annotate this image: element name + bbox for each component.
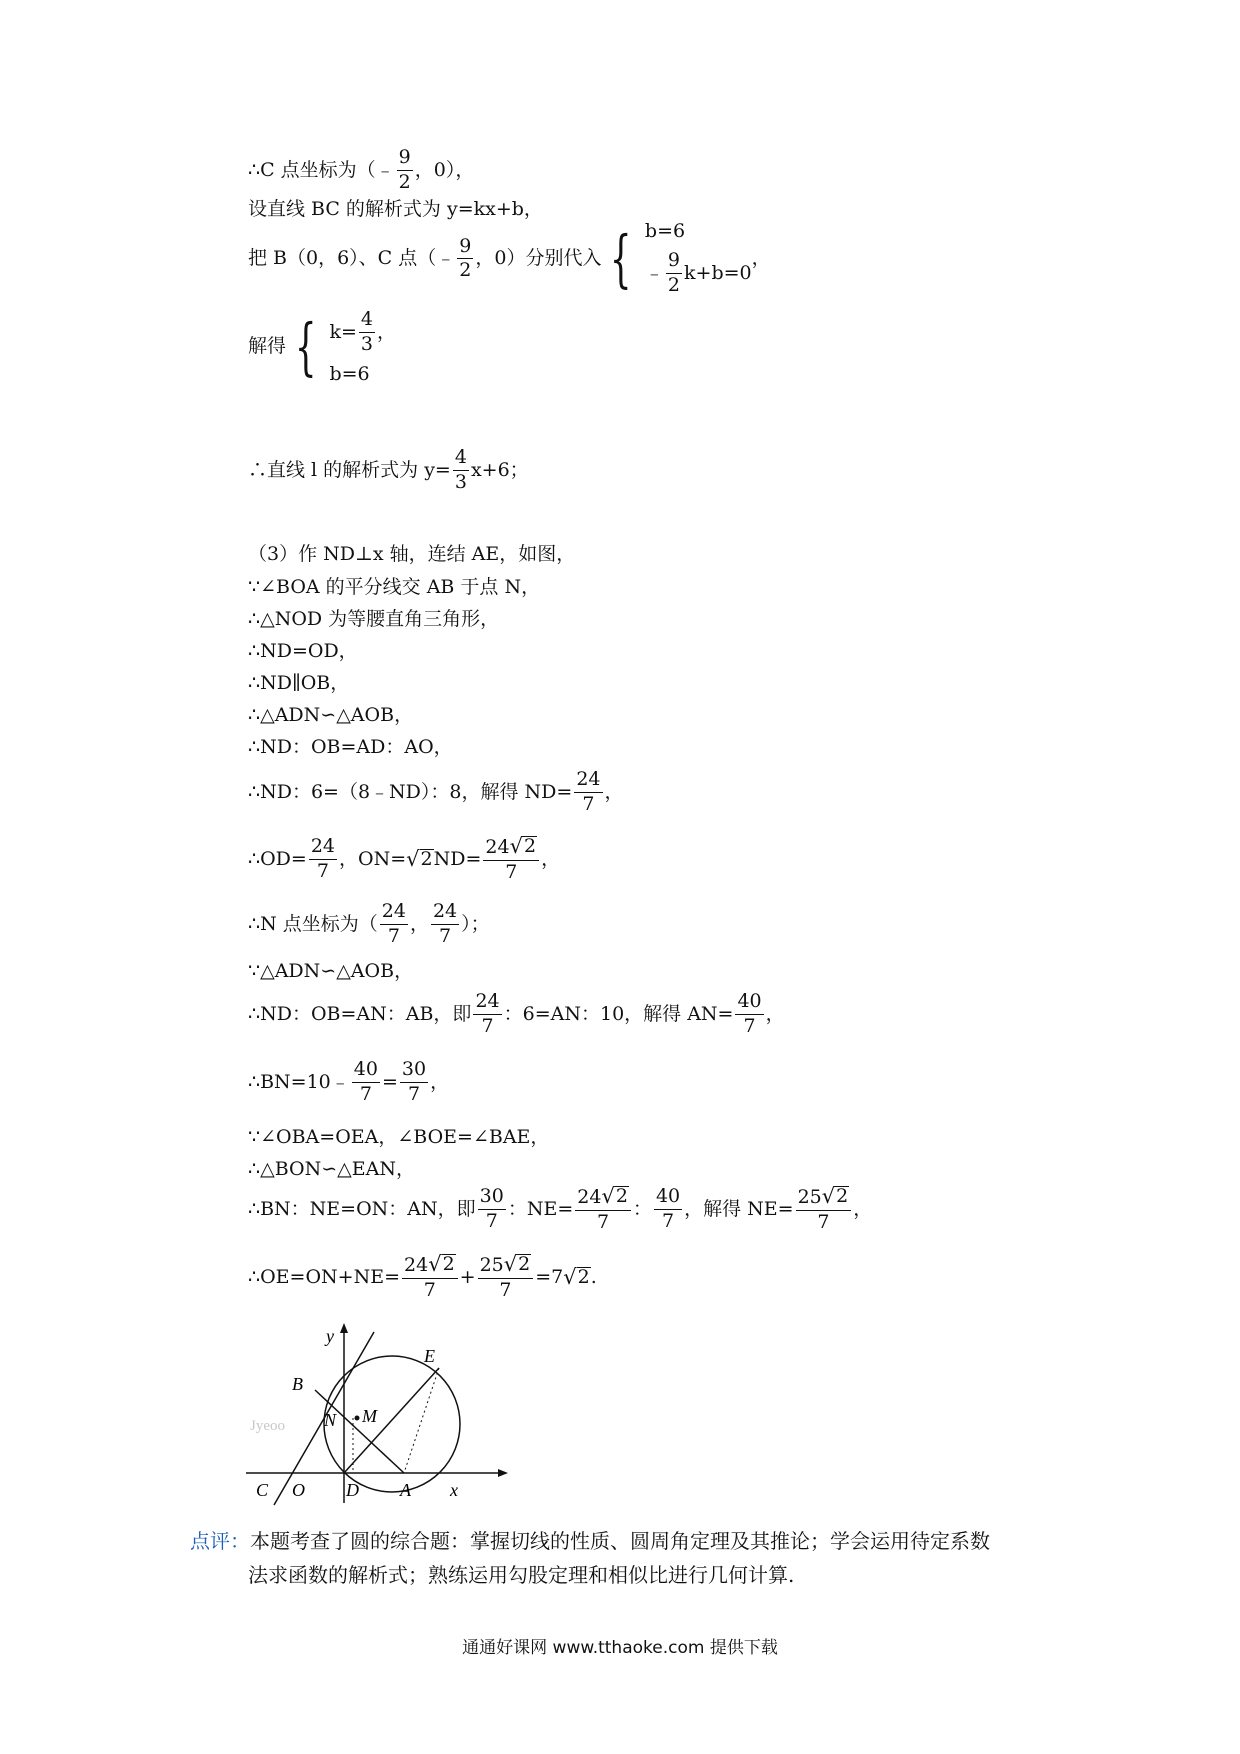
label-n: N bbox=[324, 1410, 337, 1430]
label-e: E bbox=[424, 1346, 435, 1366]
line-angles: ∵∠OBA=OEA，∠BOE=∠BAE， bbox=[248, 1126, 550, 1148]
line-similar-2: ∵△ADN∽△AOB， bbox=[248, 960, 414, 982]
center-dot bbox=[355, 1416, 360, 1421]
watermark: Jyeoo bbox=[250, 1418, 285, 1434]
y-axis-arrow-icon bbox=[340, 1323, 348, 1333]
line-solve-nd: ∴ND：6=（8﹣ND）：8，解得 ND= $\frac{24}{7}$ ， bbox=[248, 768, 624, 815]
label-o: O bbox=[292, 1480, 305, 1500]
line-isosceles: ∴△NOD 为等腰直角三角形， bbox=[248, 608, 500, 630]
comment-text-2: 法求函数的解析式；熟练运用勾股定理和相似比进行几何计算. bbox=[248, 1563, 795, 1587]
label-b: B bbox=[292, 1374, 303, 1394]
line-bn: ∴BN=10﹣ $\frac{40}{7}$ = $\frac{30}{7}$ ， bbox=[248, 1058, 450, 1105]
equation-system: k= $\frac{4}{3}$ ， b=6 bbox=[329, 308, 397, 385]
segment-ba bbox=[315, 1390, 404, 1473]
line-n-coordinate: ∴N 点坐标为（ $\frac{24}{7}$ ， $\frac{24}{7}$ ）； bbox=[248, 900, 490, 947]
line-parallel: ∴ND∥OB， bbox=[248, 672, 350, 694]
comment-label: 点评： bbox=[190, 1529, 250, 1553]
line-set-bc: 设直线 BC 的解析式为 y=kx+b， bbox=[248, 198, 543, 220]
line-substitute: 把 B（0，6）、C 点（﹣ $\frac{9}{2}$ ，0）分别代入 { b=6 ﹣ $\frac{9}{2}$ k+b=0 ， bbox=[248, 220, 771, 296]
line-od-on: ∴OD= $\frac{24}{7}$ ，ON= √ 2 ND= 24 √ 2 7 ， bbox=[248, 834, 561, 883]
line-ratio-1: ∴ND：OB=AD：AO， bbox=[248, 736, 453, 758]
line-c-coordinate: ∴C 点坐标为（﹣ $\frac{9}{2}$ ，0）， bbox=[248, 146, 475, 193]
brace-icon: { bbox=[610, 221, 633, 295]
line-l-expression: ∴直线 l 的解析式为 y= $\frac{4}{3}$ x+6； bbox=[248, 446, 529, 493]
label-x: x bbox=[450, 1480, 458, 1500]
label-d: D bbox=[346, 1480, 359, 1500]
label-y: y bbox=[326, 1326, 334, 1346]
segment-oe bbox=[344, 1368, 439, 1473]
label-a: A bbox=[400, 1480, 411, 1500]
line-solve-k-b: 解得 { k= $\frac{4}{3}$ ， b=6 bbox=[248, 308, 397, 385]
sqrt: √ 2 bbox=[406, 846, 433, 871]
line-similar-1: ∴△ADN∽△AOB， bbox=[248, 704, 414, 726]
segment-ea bbox=[404, 1368, 439, 1473]
line-solve-an: ∴ND：OB=AN：AB，即 $\frac{24}{7}$ ：6=AN：10，解得 AN= $\frac{40}{7}$ ， bbox=[248, 990, 785, 1037]
label-m: M bbox=[362, 1406, 377, 1426]
equation-system: b=6 ﹣ $\frac{9}{2}$ k+b=0 bbox=[644, 220, 752, 296]
footer: 通通好课网 www.tthaoke.com 提供下载 bbox=[462, 1638, 778, 1658]
fraction: $\frac{9}{2}$ bbox=[459, 234, 472, 282]
label-c: C bbox=[256, 1480, 269, 1500]
comment-text-1: 本题考查了圆的综合题：掌握切线的性质、圆周角定理及其推论；学会运用待定系数 bbox=[250, 1529, 990, 1553]
line-solve-ne: ∴BN：NE=ON：AN，即 $\frac{30}{7}$ ：NE= 24 √ 2 7 ： $\frac{40}{7}$ ，解得 NE= 25 √ 2 7 ， bbox=[248, 1184, 873, 1233]
brace-icon: { bbox=[294, 309, 317, 383]
line-bisector: ∵∠BOA 的平分线交 AB 于点 N， bbox=[248, 576, 541, 598]
comment bbox=[190, 1524, 1090, 1592]
geometry-figure bbox=[244, 1320, 524, 1511]
line-similar-3: ∴△BON∽△EAN， bbox=[248, 1158, 415, 1180]
line-nd-od: ∴ND=OD， bbox=[248, 640, 358, 662]
line-oe: ∴OE=ON+NE= 24 √ 2 7 + 25 √ 2 7 =7 √ 2 . bbox=[248, 1252, 597, 1301]
fraction: $\frac{9}{2}$ bbox=[398, 146, 411, 193]
x-axis-arrow-icon bbox=[498, 1469, 508, 1477]
line-part3: （3）作 ND⊥x 轴，连结 AE，如图， bbox=[248, 543, 576, 565]
